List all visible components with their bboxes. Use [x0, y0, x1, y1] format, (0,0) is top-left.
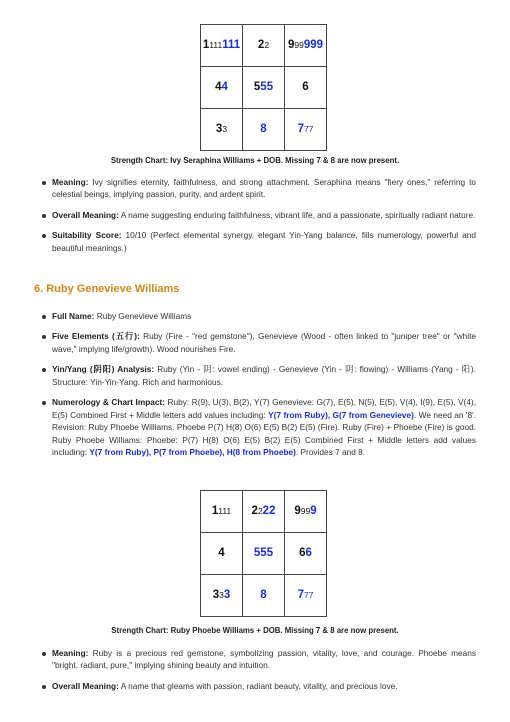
bullet-list: [40, 176, 476, 262]
grid-cell: 8: [243, 575, 285, 617]
chart-caption: Strength Chart: Ivy Seraphina Williams + DOB. Missing 7 & 8 are now present.: [110, 156, 400, 165]
list-item: Overall Meaning: A name suggesting enduring faithfulness, vibrant life, and a passionate, spiritually radiant nature.: [40, 209, 476, 221]
bullet-list: [40, 310, 476, 466]
section-heading: 6. Ruby Genevieve Williams: [34, 283, 180, 295]
grid-cell: 1111111: [201, 25, 243, 67]
grid-cell: 9999: [285, 491, 327, 533]
strength-chart-ivy: [200, 24, 327, 151]
grid-cell: 999999: [285, 25, 327, 67]
grid-cell: 777: [285, 109, 327, 151]
grid-cell: 33: [201, 109, 243, 151]
grid-cell: 2222: [243, 491, 285, 533]
list-item: Meaning: Ivy signifies eternity, faithfulness, and strong attachment. Seraphina means "fiery ones," referring to celestial beings, implying passion, purity, and ardent spirit.: [40, 176, 476, 201]
list-item: Five Elements (五行): Ruby (Fire - "red gemstone"), Genevieve (Wood - often linked to "juniper tree" or "white wave," implying life/growth). Wood nourishes Fire.: [40, 330, 476, 355]
list-item: Full Name: Ruby Genevieve Williams: [40, 310, 476, 322]
grid-cell: 333: [201, 575, 243, 617]
grid-cell: 555: [243, 533, 285, 575]
grid-cell: 22: [243, 25, 285, 67]
grid-cell: 66: [285, 533, 327, 575]
grid-cell: 8: [243, 109, 285, 151]
list-item: Suitability Score: 10/10 (Perfect elemental synergy, elegant Yin-Yang balance, fills numerology, powerful and beautiful meanings.): [40, 229, 476, 254]
list-item: Numerology & Chart Impact: Ruby: R(9), U(3), B(2), Y(7) Genevieve: G(7), E(5), N(5), E(5), V(4), I(9), E(5), V(4), E(5) Combined First + Middle letters add values including: Y(7 from Ruby), G(7 from Genevieve). We need an '8'. Revision: Ruby Phoebe Williams. Phoebe P(7) H(8) O(6) E(5) B(2) E(5) (Fire). Ruby (Fire) + Phoebe (Fire) is good. Ruby Phoebe Williams: Phoebe: P(7) H(8) O(6) E(5) B(2) E(5) Combined First + Middle letters add values including: Y(7 from Ruby), P(7 from Phoebe), H(8 from Phoebe). Provides 7 and 8.: [40, 396, 476, 458]
grid-cell: 555: [243, 67, 285, 109]
grid-cell: 1111: [201, 491, 243, 533]
grid-cell: 777: [285, 575, 327, 617]
list-item: Meaning: Ruby is a precious red gemstone, symbolizing passion, vitality, love, and courage. Phoebe means "bright, radiant, pure," implying shining beauty and intuition.: [40, 647, 476, 672]
chart-caption: Strength Chart: Ruby Phoebe Williams + DOB. Missing 7 & 8 are now present.: [111, 626, 399, 635]
strength-chart-ruby: [200, 490, 327, 617]
list-item: Overall Meaning: A name that gleams with passion, radiant beauty, vitality, and precious love.: [40, 680, 476, 692]
grid-cell: 44: [201, 67, 243, 109]
bullet-list: [40, 647, 476, 700]
list-item: Yin/Yang (阴阳) Analysis: Ruby (Yin - 阴: vowel ending) - Genevieve (Yin - 阴: flowing) - Williams (Yang - 阳). Structure: Yin-Yin-Yang. Rich and harmonious.: [40, 363, 476, 388]
grid-cell: 6: [285, 67, 327, 109]
grid-cell: 4: [201, 533, 243, 575]
